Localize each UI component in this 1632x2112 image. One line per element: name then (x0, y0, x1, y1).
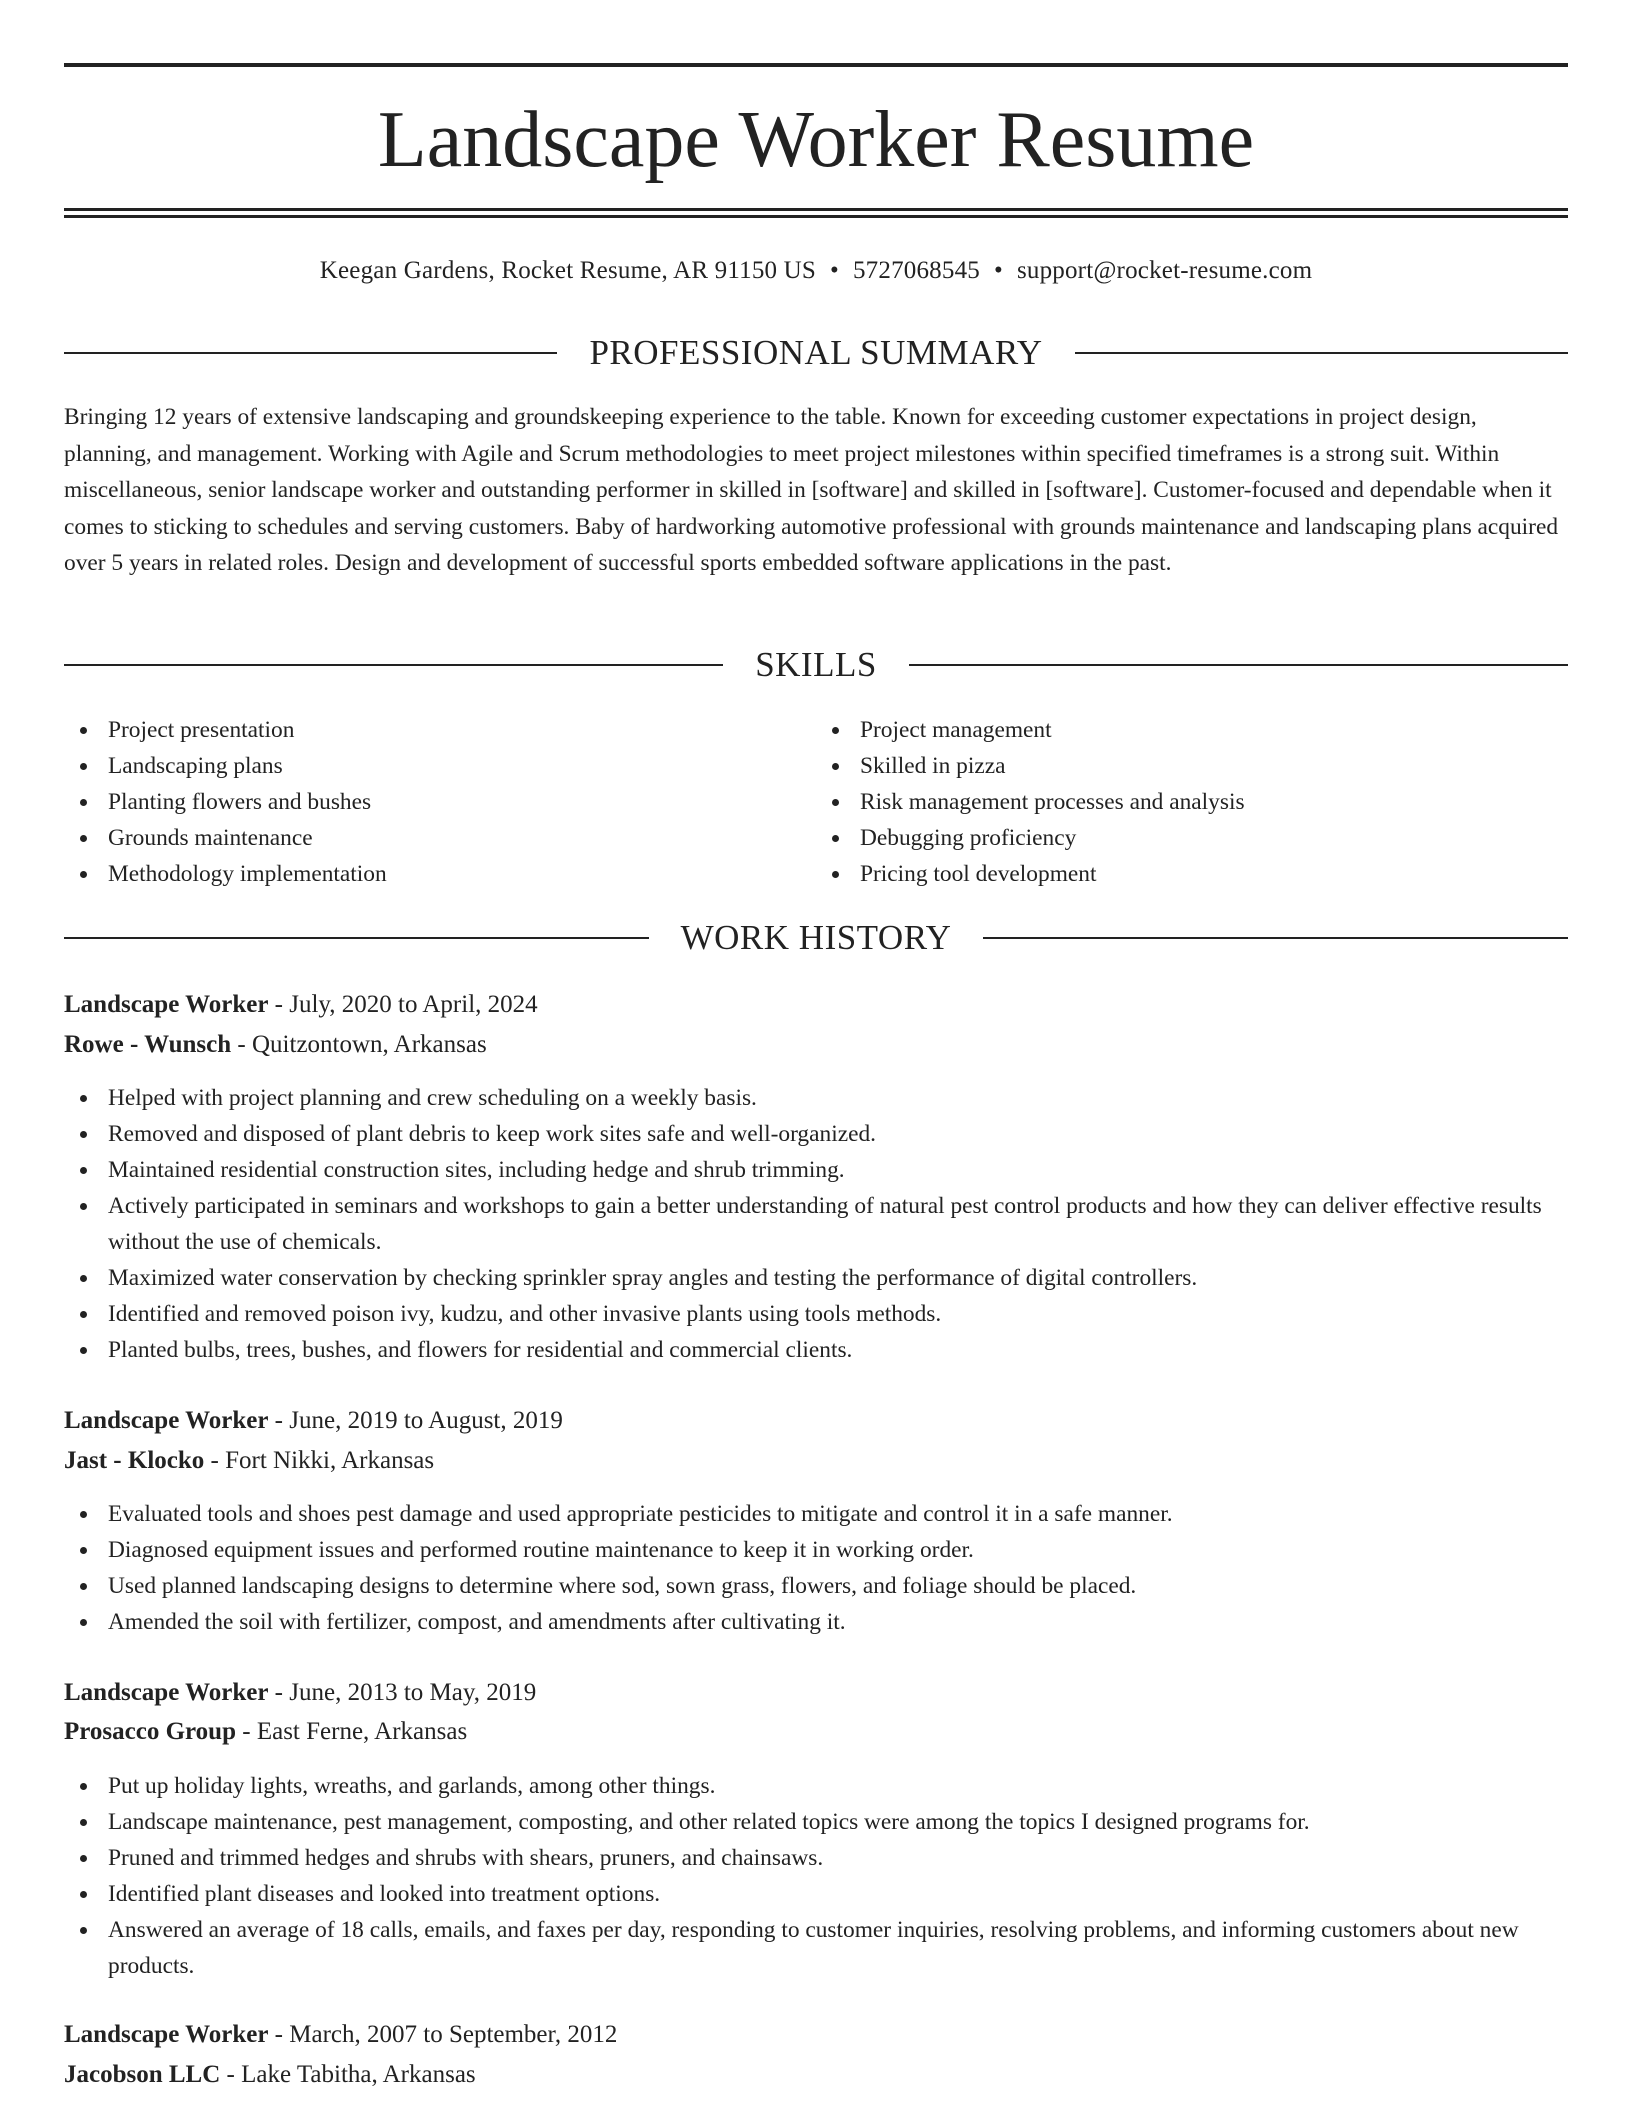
contact-info (64, 254, 1568, 288)
skills-list (64, 712, 1568, 892)
summary-text: Bringing 12 years of extensive landscaping and groundskeeping experience to the table. Known for exceeding customer expectations in project design, planning, and management. Working with Agile and Scrum methodologies to meet project milestones within specified timeframes is a strong suit. Within miscellaneous, senior landscape worker and outstanding performer in skilled in [software] and skilled in [software]. Customer-focused and dependable when it comes to sticking to schedules and serving customers. Baby of hardworking automotive professional with grounds maintenance and landscaping plans acquired over 5 years in related roles. Design and development of successful sports embedded software applications in the past. (64, 404, 1559, 576)
skill-item: Methodology implementation (64, 856, 816, 892)
heading-rule (64, 664, 723, 666)
job-title: Landscape Worker (64, 991, 269, 1018)
job-company: Rowe - Wunsch (64, 1031, 232, 1058)
job-bullet: Used planned landscaping designs to determine where sod, sown grass, flowers, and foliage should be placed. (64, 1568, 1568, 1604)
job-dates: June, 2019 to August, 2019 (289, 1407, 563, 1434)
section-heading-skills (64, 645, 1568, 685)
heading-rule (64, 352, 557, 354)
skill-item: Pricing tool development (816, 856, 1568, 892)
section-heading-summary (64, 333, 1568, 373)
skill-item: Risk management processes and analysis (816, 784, 1568, 820)
job-title: Landscape Worker (64, 1679, 269, 1706)
skills-column-left (64, 712, 816, 892)
job-title: Landscape Worker (64, 1407, 269, 1434)
job-bullet: Pruned and trimmed hedges and shrubs with shears, pruners, and chainsaws. (64, 1840, 1568, 1876)
job-company-line: Jast - Klocko - Fort Nikki, Arkansas (64, 1447, 435, 1474)
job-dates: March, 2007 to September, 2012 (289, 2021, 618, 2048)
skill-item: Project management (816, 712, 1568, 748)
job-company-line: Jacobson LLC - Lake Tabitha, Arkansas (64, 2061, 476, 2088)
job-location: East Ferne, Arkansas (256, 1718, 468, 1745)
contact-address: Keegan Gardens, Rocket Resume, AR 91150 US (319, 257, 817, 284)
job-title-line: Landscape Worker - July, 2020 to April, 2024 (64, 991, 538, 1018)
job-location: Lake Tabitha, Arkansas (241, 2061, 476, 2088)
contact-email: support@rocket-resume.com (1016, 257, 1313, 284)
heading-rule (1075, 352, 1568, 354)
job-company: Prosacco Group (64, 1718, 236, 1745)
job-location: Quitzontown, Arkansas (252, 1031, 487, 1058)
job-dates: July, 2020 to April, 2024 (289, 991, 538, 1018)
job-company-line: Prosacco Group - East Ferne, Arkansas (64, 1718, 468, 1745)
job-bullet: Landscape maintenance, pest management, composting, and other related topics were among the topics I designed programs for. (64, 1804, 1568, 1840)
heading-rule (909, 664, 1568, 666)
contact-separator: • (993, 257, 1003, 284)
heading-rule (64, 937, 649, 939)
job-bullet: Diagnosed equipment issues and performed routine maintenance to keep it in working order. (64, 1532, 1568, 1568)
job-bullet: Identified plant diseases and looked into treatment options. (64, 1876, 1568, 1912)
skill-item: Landscaping plans (64, 748, 816, 784)
top-rule (64, 63, 1568, 67)
resume-title: Landscape Worker Resume (377, 96, 1255, 184)
job-bullet: Answered an average of 18 calls, emails, and faxes per day, responding to customer inquiries, resolving problems, and informing customers about new products. (64, 1912, 1568, 1984)
job-bullets (64, 1080, 1568, 1368)
job-bullet: Planted bulbs, trees, bushes, and flowers for residential and commercial clients. (64, 1332, 1568, 1368)
job-bullets (64, 1768, 1568, 1984)
section-title: WORK HISTORY (680, 918, 952, 957)
contact-phone: 5727068545 (852, 257, 980, 284)
job-bullet: Removed and disposed of plant debris to keep work sites safe and well-organized. (64, 1116, 1568, 1152)
job-bullets (64, 1496, 1568, 1640)
job-bullet: Maintained residential construction sites, including hedge and shrub trimming. (64, 1152, 1568, 1188)
title-double-rule (64, 208, 1568, 218)
skills-column-right (816, 712, 1568, 892)
job-bullet: Maximized water conservation by checking sprinkler spray angles and testing the performance of digital controllers. (64, 1260, 1568, 1296)
job-title-line: Landscape Worker - June, 2019 to August, 2019 (64, 1407, 563, 1434)
job-title-line: Landscape Worker - March, 2007 to September, 2012 (64, 2021, 618, 2048)
skill-item: Grounds maintenance (64, 820, 816, 856)
job-bullet: Helped with project planning and crew scheduling on a weekly basis. (64, 1080, 1568, 1116)
job-company: Jast - Klocko (64, 1447, 205, 1474)
section-heading-work (64, 918, 1568, 958)
job-bullet: Actively participated in seminars and workshops to gain a better understanding of natural pest control products and how they can deliver effective results without the use of chemicals. (64, 1188, 1568, 1260)
section-title: SKILLS (755, 645, 877, 684)
job-title-line: Landscape Worker - June, 2013 to May, 2019 (64, 1679, 537, 1706)
skill-item: Skilled in pizza (816, 748, 1568, 784)
job-bullet: Identified and removed poison ivy, kudzu, and other invasive plants using tools methods. (64, 1296, 1568, 1332)
heading-rule (983, 937, 1568, 939)
skill-item: Planting flowers and bushes (64, 784, 816, 820)
job-bullet: Put up holiday lights, wreaths, and garlands, among other things. (64, 1768, 1568, 1804)
job-company: Jacobson LLC (64, 2061, 221, 2088)
contact-separator: • (830, 257, 839, 284)
job-title: Landscape Worker (64, 2021, 269, 2048)
job-dates: June, 2013 to May, 2019 (289, 1679, 537, 1706)
job-location: Fort Nikki, Arkansas (225, 1447, 435, 1474)
skill-item: Debugging proficiency (816, 820, 1568, 856)
skill-item: Project presentation (64, 712, 816, 748)
job-company-line: Rowe - Wunsch - Quitzontown, Arkansas (64, 1031, 487, 1058)
job-bullet: Amended the soil with fertilizer, compost, and amendments after cultivating it. (64, 1604, 1568, 1640)
section-title: PROFESSIONAL SUMMARY (589, 333, 1043, 372)
job-bullet: Evaluated tools and shoes pest damage and used appropriate pesticides to mitigate and control it in a safe manner. (64, 1496, 1568, 1532)
